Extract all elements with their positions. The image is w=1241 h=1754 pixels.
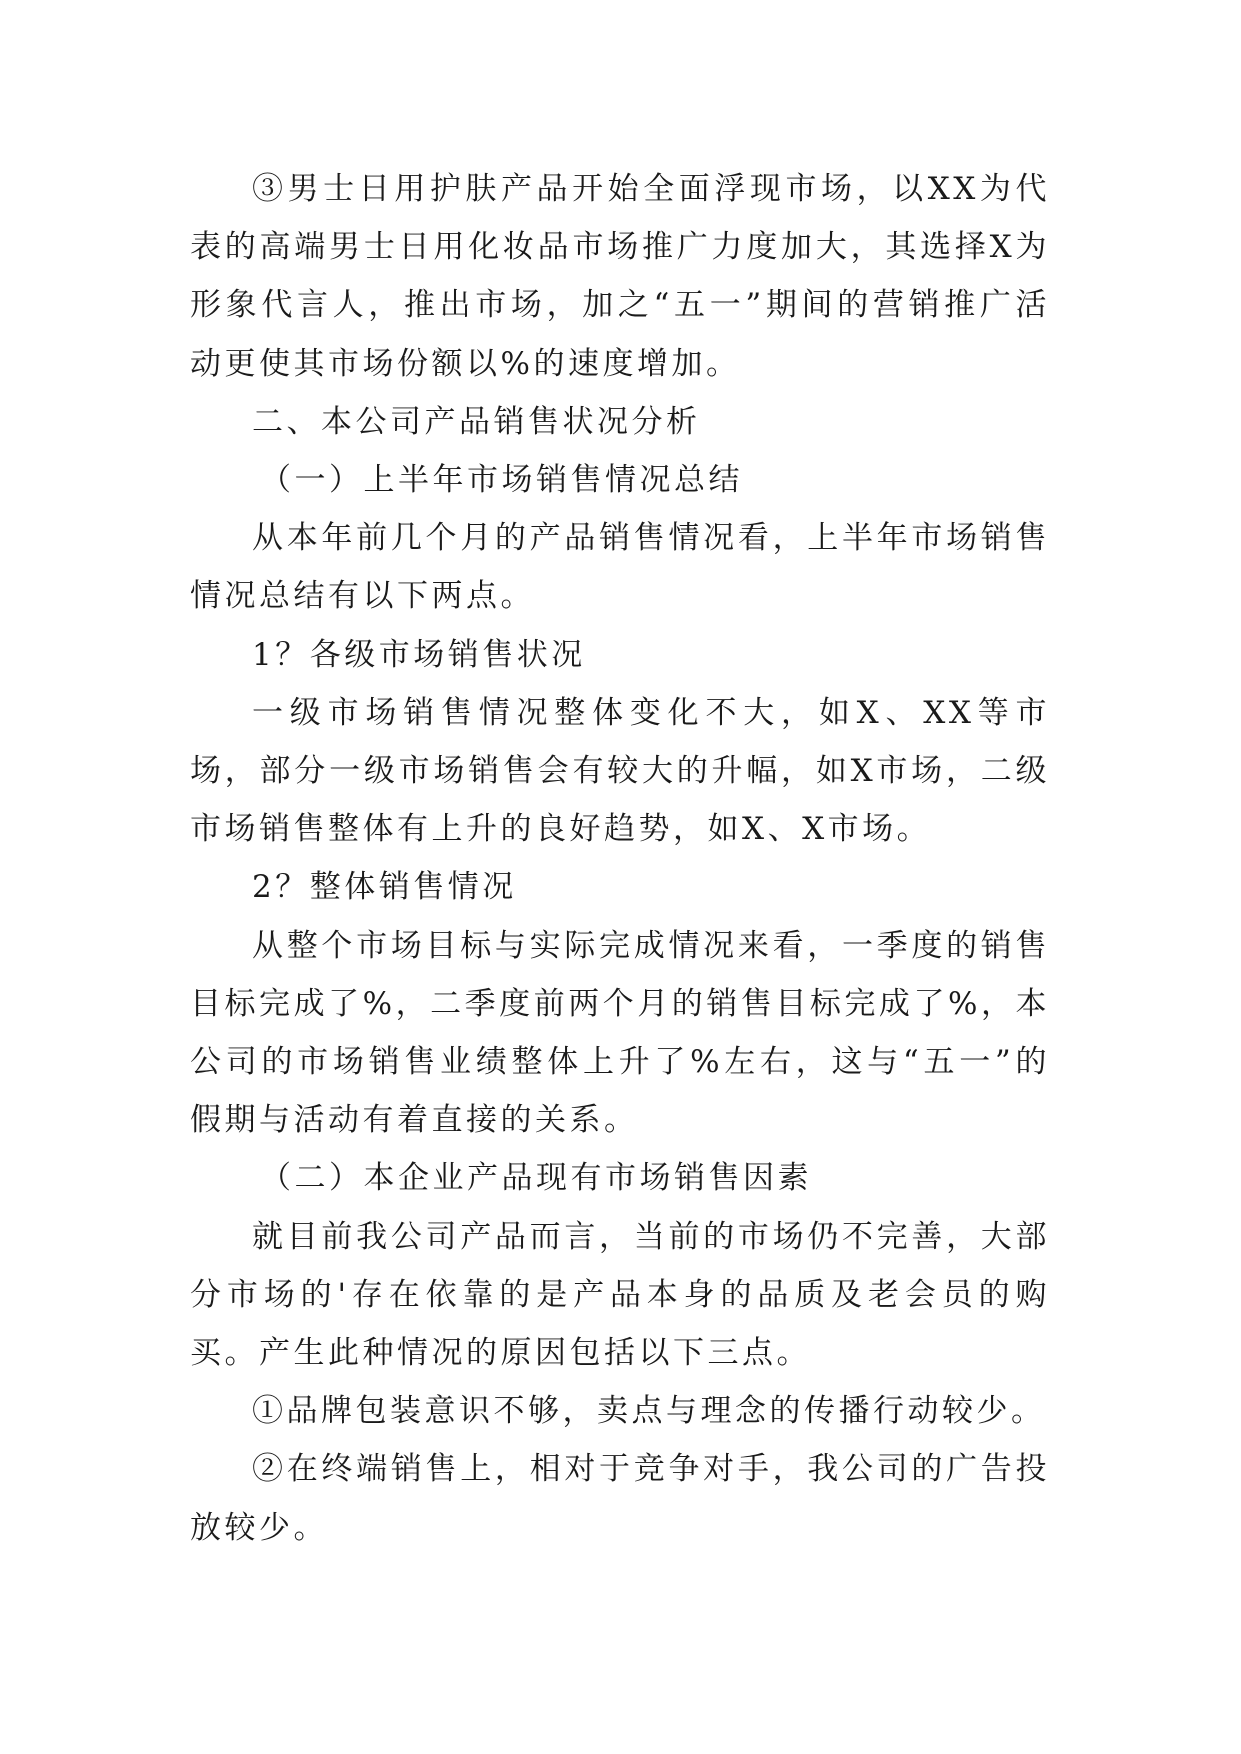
paragraph-overall-sales: 从整个市场目标与实际完成情况来看，一季度的销售目标完成了%，二季度前两个月的销售目标完成了%，本公司的市场销售业绩整体上升了%左右，这与“五一”的假期与活动有着直接的关系。	[190, 927, 1050, 1139]
document-body	[190, 160, 1050, 1557]
paragraph-factor-one: ①品牌包装意识不够，卖点与理念的传播行动较少。	[252, 1393, 1046, 1430]
paragraph-sales-factors: 就目前我公司产品而言，当前的市场仍不完善，大部分市场的'存在依靠的是产品本身的品质及老会员的购买。产生此种情况的原因包括以下三点。	[190, 1218, 1050, 1372]
paragraph-men-skincare: ③男士日用护肤产品开始全面浮现市场，以XX为代表的高端男士日用化妆品市场推广力度加大，其选择X为形象代言人，推出市场，加之“五一”期间的营销推广活动更使其市场份额以%的速度增加。	[190, 171, 1050, 382]
heading-first-half-summary: （一）上半年市场销售情况总结	[260, 462, 743, 499]
heading-sales-factors: （二）本企业产品现有市场销售因素	[260, 1160, 812, 1197]
paragraph-summary-intro: 从本年前几个月的产品销售情况看，上半年市场销售情况总结有以下两点。	[190, 520, 1050, 615]
paragraph-factor-two: ②在终端销售上，相对于竞争对手，我公司的广告投放较少。	[190, 1451, 1050, 1546]
heading-section-two: 二、本公司产品销售状况分析	[252, 403, 701, 440]
paragraph-market-levels: 一级市场销售情况整体变化不大，如X、XX等市场，部分一级市场销售会有较大的升幅，如X市场，二级市场销售整体有上升的良好趋势，如X、X市场。	[190, 694, 1050, 848]
heading-overall-sales: 2？整体销售情况	[252, 869, 517, 906]
heading-market-levels: 1？各级市场销售状况	[252, 636, 586, 673]
